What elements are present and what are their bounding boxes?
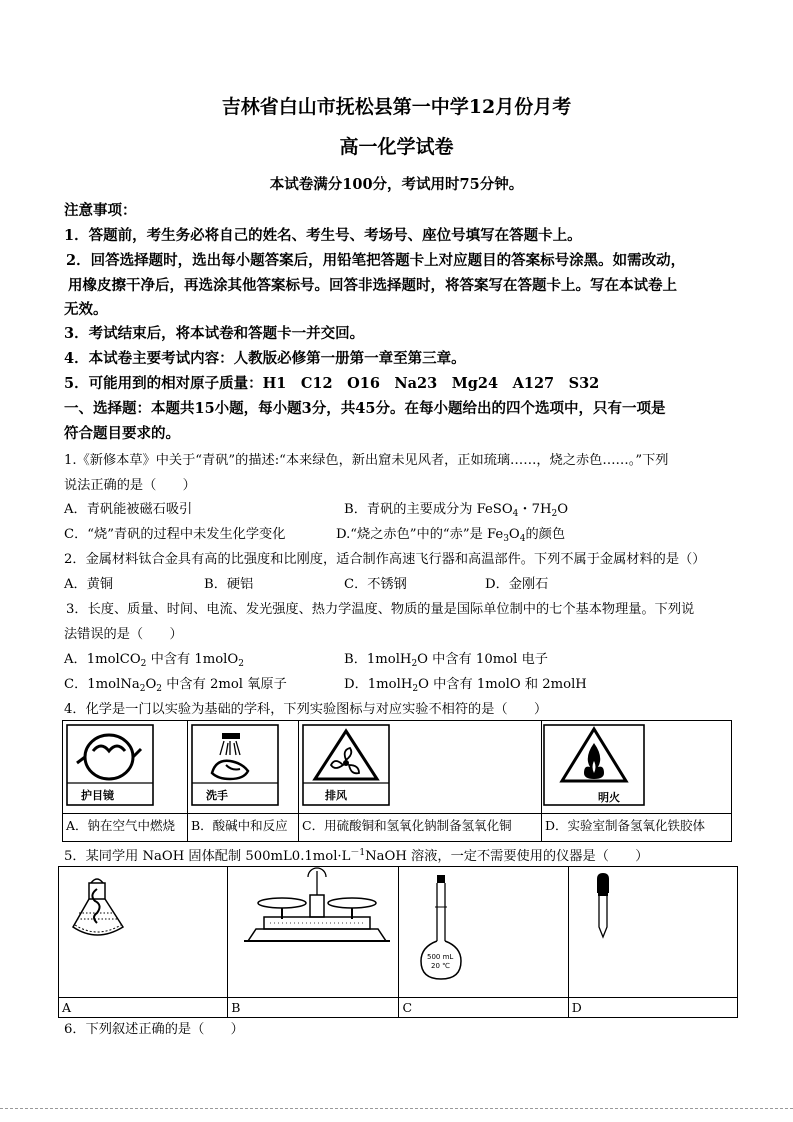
flask-volume-label: 500 mL xyxy=(427,953,454,961)
volumetric-flask-icon xyxy=(399,867,567,993)
notice-item-4: 4．本试卷主要考试内容：人教版必修第一册第一章至第三章。 xyxy=(64,350,466,367)
q4-icon-cell-goggles xyxy=(63,721,188,814)
goggles-label: 护目镜 xyxy=(81,789,114,802)
exam-title: 吉林省白山市抚松县第一中学12月份月考 xyxy=(221,96,572,118)
notice-item-2: 2．回答选择题时，选出每小题答案后，用铅笔把答题卡上对应题目的答案标号涂黑。如需改动， xyxy=(66,252,686,269)
notice-item-2-end: 无效。 xyxy=(64,301,108,318)
dropper-icon xyxy=(569,867,737,993)
q1-option-b: B．青矾的主要成分为 FeSO$_4$・$7H_2O$ xyxy=(344,502,569,519)
q4-option-b: B．酸碱中和反应 xyxy=(188,814,299,842)
q4-option-c: C．用硫酸铜和氢氧化钠制备氢氧化铜 xyxy=(299,814,542,842)
ventilation-icon xyxy=(299,721,541,809)
q4-option-d: D．实验室制备氢氧化铁胶体 xyxy=(542,814,732,842)
q5-cell-b xyxy=(228,867,399,998)
notice-item-3: 3．考试结束后，将本试卷和答题卡一并交回。 xyxy=(64,325,365,342)
flame-label: 明火 xyxy=(598,791,620,804)
page-bottom-rule xyxy=(0,1108,793,1109)
open-flame-icon xyxy=(542,721,731,809)
q1-stem: 1.《新修本草》中关于“青矾”的描述:“本来绿色，新出窟未见风者，正如琉璃……，烧之赤色……。”下列 xyxy=(64,453,669,468)
q4-icon-table xyxy=(62,720,732,842)
q2-option-c: C．不锈钢 xyxy=(344,577,407,592)
q2-option-d: D．金刚石 xyxy=(485,577,549,592)
q5-instrument-table xyxy=(58,866,738,1018)
q1-option-d: D.“烧之赤色”中的“赤”是 $Fe_3O_4$的颜色 xyxy=(336,527,566,544)
q2-option-b: B．硬铝 xyxy=(204,577,254,592)
q5-stem: 5．某同学用 NaOH 固体配制 $500mL0.1mol\cdot L^{-1}NaOH$ 溶液，一定不需要使用的仪器是（ ） xyxy=(64,848,649,864)
q5-cell-a xyxy=(59,867,228,998)
q4-icon-cell-wash xyxy=(188,721,299,814)
notice-item-5: 5．可能用到的相对原子质量：H1 C12 O16 Na23 Mg24 A127 S32 xyxy=(64,375,600,392)
vent-label: 排风 xyxy=(325,789,347,802)
q3-option-d: D．1molH$_2$O 中含有 1molO 和 2molH xyxy=(344,677,587,694)
notice-item-1: 1．答题前，考生务必将自己的姓名、考生号、考场号、座位号填写在答题卡上。 xyxy=(64,227,582,244)
q5-cell-d xyxy=(568,867,737,998)
evaporating-flask-icon xyxy=(59,867,227,993)
section-heading: 一、选择题：本题共15小题，每小题3分，共45分。在每小题给出的四个选项中，只有一项是 xyxy=(64,400,666,417)
q6-stem: 6．下列叙述正确的是（ ） xyxy=(64,1022,244,1037)
q3-stem-cont: 法错误的是（ ） xyxy=(64,627,183,642)
q5-option-d: D xyxy=(568,998,737,1018)
q4-icon-cell-vent xyxy=(299,721,542,814)
hand-wash-icon xyxy=(188,721,298,809)
q2-stem: 2．金属材料钛合金具有高的比强度和比刚度，适合制作高速飞行器和高温部件。下列不属于金属材料的是（） xyxy=(64,552,706,567)
goggles-icon xyxy=(63,721,187,809)
notice-item-2-cont: 用橡皮擦干净后，再选涂其他答案标号。回答非选择题时，将答案写在答题卡上。写在本试卷上 xyxy=(68,277,677,294)
flask-temp-label: 20 ℃ xyxy=(431,962,451,970)
q2-option-a: A．黄铜 xyxy=(64,577,114,592)
q4-option-a: A．钠在空气中燃烧 xyxy=(63,814,188,842)
q5-cell-c xyxy=(399,867,568,998)
q3-stem: 3．长度、质量、时间、电流、发光强度、热力学温度、物质的量是国际单位制中的七个基本物理量。下列说 xyxy=(66,602,695,617)
q1-option-c: C．“烧”青矾的过程中未发生化学变化 xyxy=(64,527,286,542)
q1-option-a: A．青矾能被磁石吸引 xyxy=(64,502,193,517)
q3-option-a: A．1molCO$_2$ 中含有 1molO$_2$ xyxy=(64,652,244,669)
wash-label: 洗手 xyxy=(206,789,228,802)
balance-scale-icon xyxy=(228,867,398,993)
notice-heading: 注意事项： xyxy=(64,202,137,219)
q3-option-b: B．1molH$_2$O 中含有 10mol 电子 xyxy=(344,652,548,669)
q5-option-b: B xyxy=(228,998,399,1018)
q1-stem-cont: 说法正确的是（ ） xyxy=(64,478,196,493)
q4-icon-cell-flame xyxy=(542,721,732,814)
q3-option-c: C．$1molNa_2O_2$ 中含有 2mol 氧原子 xyxy=(64,677,287,694)
exam-subtitle: 高一化学试卷 xyxy=(339,136,454,158)
q5-option-a: A xyxy=(59,998,228,1018)
exam-info: 本试卷满分100分，考试用时75分钟。 xyxy=(269,176,524,193)
section-heading-cont: 符合题目要求的。 xyxy=(64,425,180,442)
q5-option-c: C xyxy=(399,998,568,1018)
q4-stem: 4．化学是一门以实验为基础的学科，下列实验图标与对应实验不相符的是（ ） xyxy=(64,702,548,717)
